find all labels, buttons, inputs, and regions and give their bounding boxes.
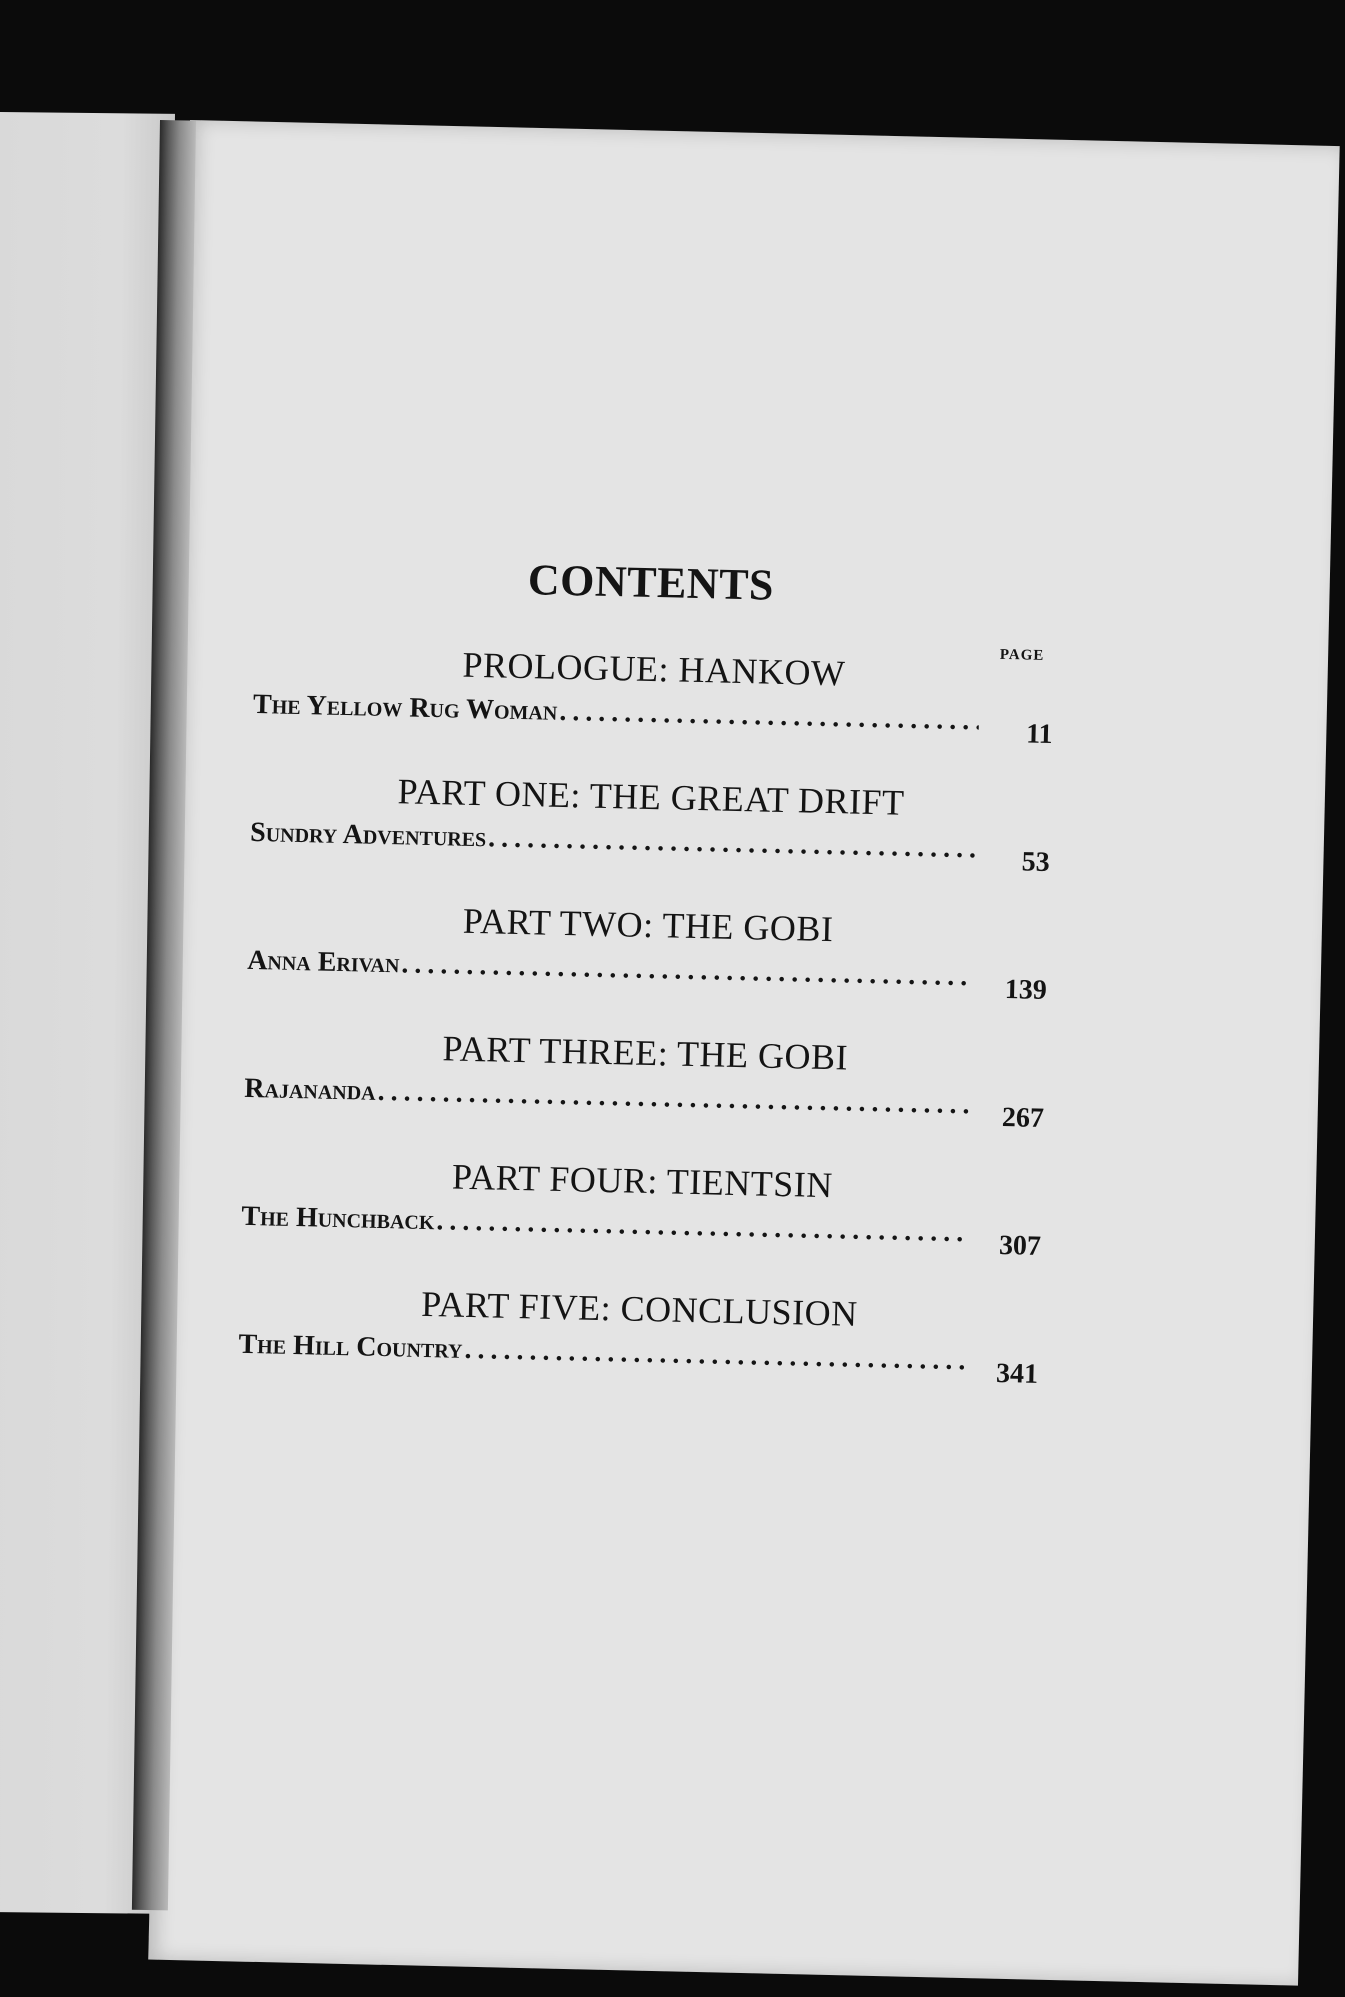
page-number: 11 [1025,718,1053,751]
part-heading: PART TWO: THE GOBI [462,900,834,950]
part-heading: PART FOUR: TIENTSIN [451,1156,834,1206]
part-heading: PROLOGUE: HANKOW [462,644,846,694]
chapter-title: Rajananda [244,1072,377,1107]
chapter-title: The Yellow Rug Woman [252,688,558,727]
page-column-label: PAGE [999,646,1045,664]
chapter-title: The Hunchback [241,1200,435,1237]
part-heading: PART ONE: THE GREAT DRIFT [397,771,906,823]
page-number: 307 [998,1229,1042,1262]
page-number: 341 [995,1357,1039,1390]
page-number: 53 [1021,846,1051,879]
page-number: 139 [1004,974,1048,1006]
chapter-title: Anna Erivan [246,944,400,980]
part-heading: PART FIVE: CONCLUSION [420,1283,859,1334]
chapter-title: The Hill Country [238,1328,463,1365]
page-number: 267 [1001,1102,1045,1134]
chapter-title: Sundry Adventures [249,816,487,854]
table-of-contents [238,400,1060,1390]
part-heading: PART THREE: THE GOBI [442,1028,849,1078]
contents-heading: CONTENTS [527,555,775,610]
